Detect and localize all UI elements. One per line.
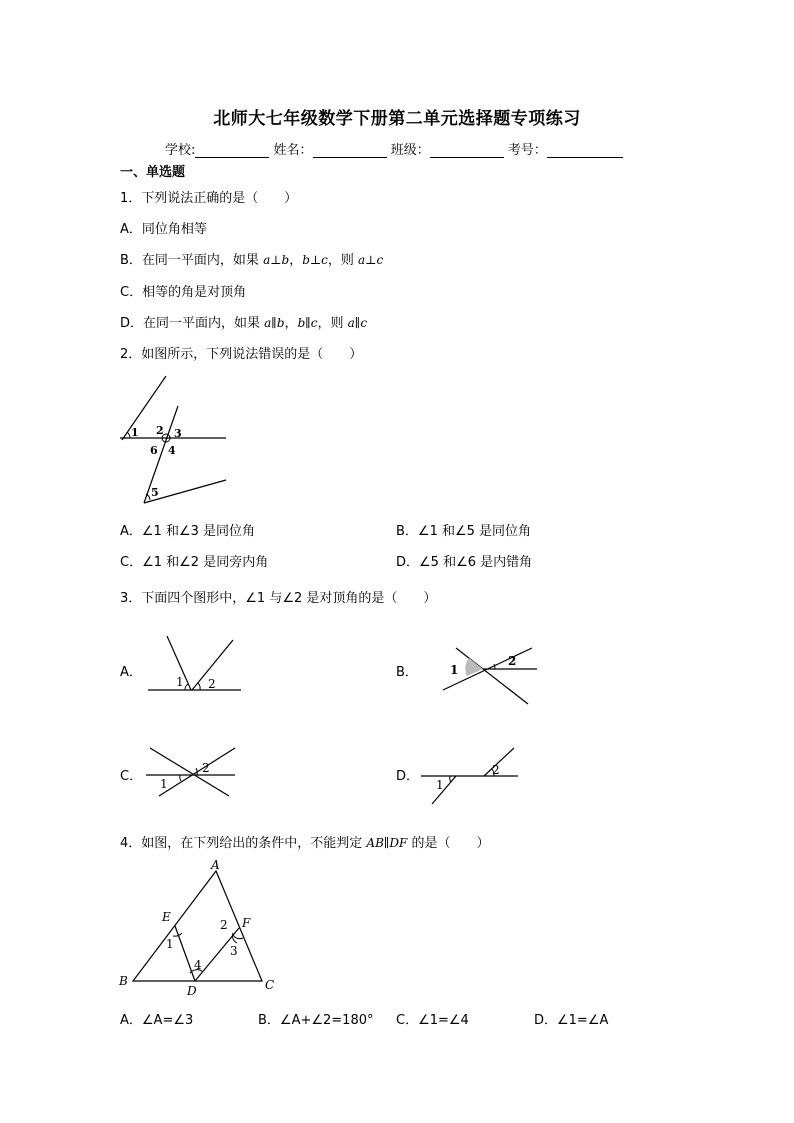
q3b-label-2: 2 bbox=[508, 654, 517, 668]
q3a-arc-1 bbox=[185, 684, 188, 690]
q3-figure-c[interactable] bbox=[143, 744, 243, 802]
q3c-label-2: 2 bbox=[202, 761, 210, 775]
q2-angle-arc-1 bbox=[127, 432, 130, 438]
q3-figure-b[interactable] bbox=[440, 640, 540, 708]
q3c-arc-1 bbox=[180, 775, 181, 781]
q4-label-1: 1 bbox=[166, 937, 174, 951]
q1-d-sep: ， bbox=[284, 316, 298, 331]
q3-option-a-label[interactable]: A． bbox=[120, 665, 142, 680]
q4-arc-3 bbox=[233, 935, 243, 939]
q3-figure-a[interactable] bbox=[145, 632, 245, 694]
q4-segment-ed bbox=[175, 926, 195, 981]
q2-option-d[interactable]: D．∠5 和∠6 是内错角 bbox=[396, 555, 533, 570]
q4-stem-end: 的是（ ） bbox=[407, 836, 490, 851]
class-blank[interactable] bbox=[430, 157, 504, 158]
q4-label-4: 4 bbox=[194, 958, 202, 972]
q4-option-c[interactable]: C．∠1=∠4 bbox=[396, 1013, 469, 1028]
q1-b-math1: a⊥b bbox=[263, 253, 290, 267]
q4-point-f: F bbox=[242, 916, 251, 930]
q4-point-e: E bbox=[162, 910, 171, 924]
q1-d-math3: a∥c bbox=[347, 316, 368, 330]
q3b-shaded-angle-1 bbox=[465, 658, 483, 676]
q1-stem: 1．下列说法正确的是（ ） bbox=[120, 191, 298, 206]
name-label: 姓名： bbox=[273, 143, 313, 158]
q2-label-1: 1 bbox=[131, 426, 139, 439]
q2-label-2: 2 bbox=[156, 424, 164, 437]
page-title: 北师大七年级数学下册第二单元选择题专项练习 bbox=[213, 109, 581, 129]
q3a-label-2: 2 bbox=[208, 677, 216, 691]
exam-no-label: 考号： bbox=[507, 143, 547, 158]
q2-label-3: 3 bbox=[174, 427, 182, 440]
q2-option-a[interactable]: A．∠1 和∠3 是同位角 bbox=[120, 524, 256, 539]
q3d-label-2: 2 bbox=[492, 763, 500, 777]
q1-b-math3: a⊥c bbox=[358, 253, 384, 267]
q3a-arc-2 bbox=[198, 683, 200, 690]
name-blank[interactable] bbox=[313, 157, 387, 158]
q1-b-sep: ， bbox=[289, 253, 303, 268]
q3b-falling-line bbox=[456, 648, 528, 704]
q3-option-b-label[interactable]: B． bbox=[396, 665, 418, 680]
q1-b-math2: b⊥c bbox=[302, 253, 328, 267]
q4-stem bbox=[120, 832, 490, 851]
q1-option-b[interactable] bbox=[120, 249, 383, 268]
q1-d-mid: ，则 bbox=[317, 316, 348, 331]
q4-vertex-b: B bbox=[119, 974, 128, 988]
q4-label-3: 3 bbox=[230, 944, 238, 958]
q3d-label-1: 1 bbox=[436, 778, 444, 792]
q2-label-5: 5 bbox=[151, 486, 159, 499]
q1-b-mid: ，则 bbox=[327, 253, 359, 268]
q4-option-a[interactable]: A．∠A=∠3 bbox=[120, 1013, 194, 1028]
q3a-label-1: 1 bbox=[176, 675, 184, 689]
q1-option-d[interactable] bbox=[120, 312, 367, 331]
q1-option-c[interactable]: C．相等的角是对顶角 bbox=[120, 285, 247, 300]
q3-stem: 3．下面四个图形中，∠1 与∠2 是对顶角的是（ ） bbox=[120, 591, 437, 606]
q3c-arc-2 bbox=[196, 768, 197, 775]
q3-option-d-label[interactable]: D． bbox=[396, 769, 420, 784]
q1-d-math2: b∥c bbox=[297, 316, 318, 330]
q2-label-6: 6 bbox=[150, 444, 158, 457]
q4-label-2: 2 bbox=[220, 918, 228, 932]
q4-point-d: D bbox=[187, 984, 197, 998]
q3c-label-1: 1 bbox=[160, 777, 168, 791]
school-label: 学校: bbox=[165, 143, 196, 158]
q3-figure-d[interactable] bbox=[418, 744, 522, 810]
q4-triangle-figure bbox=[115, 855, 285, 1000]
exam-no-blank[interactable] bbox=[547, 157, 623, 158]
q4-stem-math: AB∥DF bbox=[366, 836, 408, 850]
q2-stem: 2．如图所示，下列说法错误的是（ ） bbox=[120, 347, 363, 362]
q2-option-c[interactable]: C．∠1 和∠2 是同旁内角 bbox=[120, 555, 269, 570]
q4-vertex-c: C bbox=[265, 978, 275, 992]
q4-option-b[interactable]: B．∠A+∠2=180° bbox=[258, 1013, 374, 1028]
q1-b-text: B．在同一平面内，如果 bbox=[120, 253, 264, 268]
q2-label-4: 4 bbox=[168, 444, 176, 457]
section-heading: 一、单选题 bbox=[120, 165, 186, 180]
student-info-line bbox=[165, 139, 623, 158]
q4-stem-text: 4．如图，在下列给出的条件中，不能判定 bbox=[120, 836, 367, 851]
q1-d-math1: a∥b bbox=[264, 316, 285, 330]
q4-option-d[interactable]: D．∠1=∠A bbox=[534, 1013, 609, 1028]
q1-d-text: D．在同一平面内，如果 bbox=[120, 316, 265, 331]
q3b-label-1: 1 bbox=[450, 663, 459, 677]
q2-option-b[interactable]: B．∠1 和∠5 是同位角 bbox=[396, 524, 532, 539]
school-blank[interactable] bbox=[195, 157, 269, 158]
q4-vertex-a: A bbox=[211, 858, 220, 872]
q3-option-c-label[interactable]: C． bbox=[120, 769, 143, 784]
q3d-arc-1 bbox=[450, 776, 451, 782]
q2-figure bbox=[110, 370, 240, 510]
class-label: 班级： bbox=[390, 143, 430, 158]
q1-option-a[interactable]: A．同位角相等 bbox=[120, 222, 207, 237]
